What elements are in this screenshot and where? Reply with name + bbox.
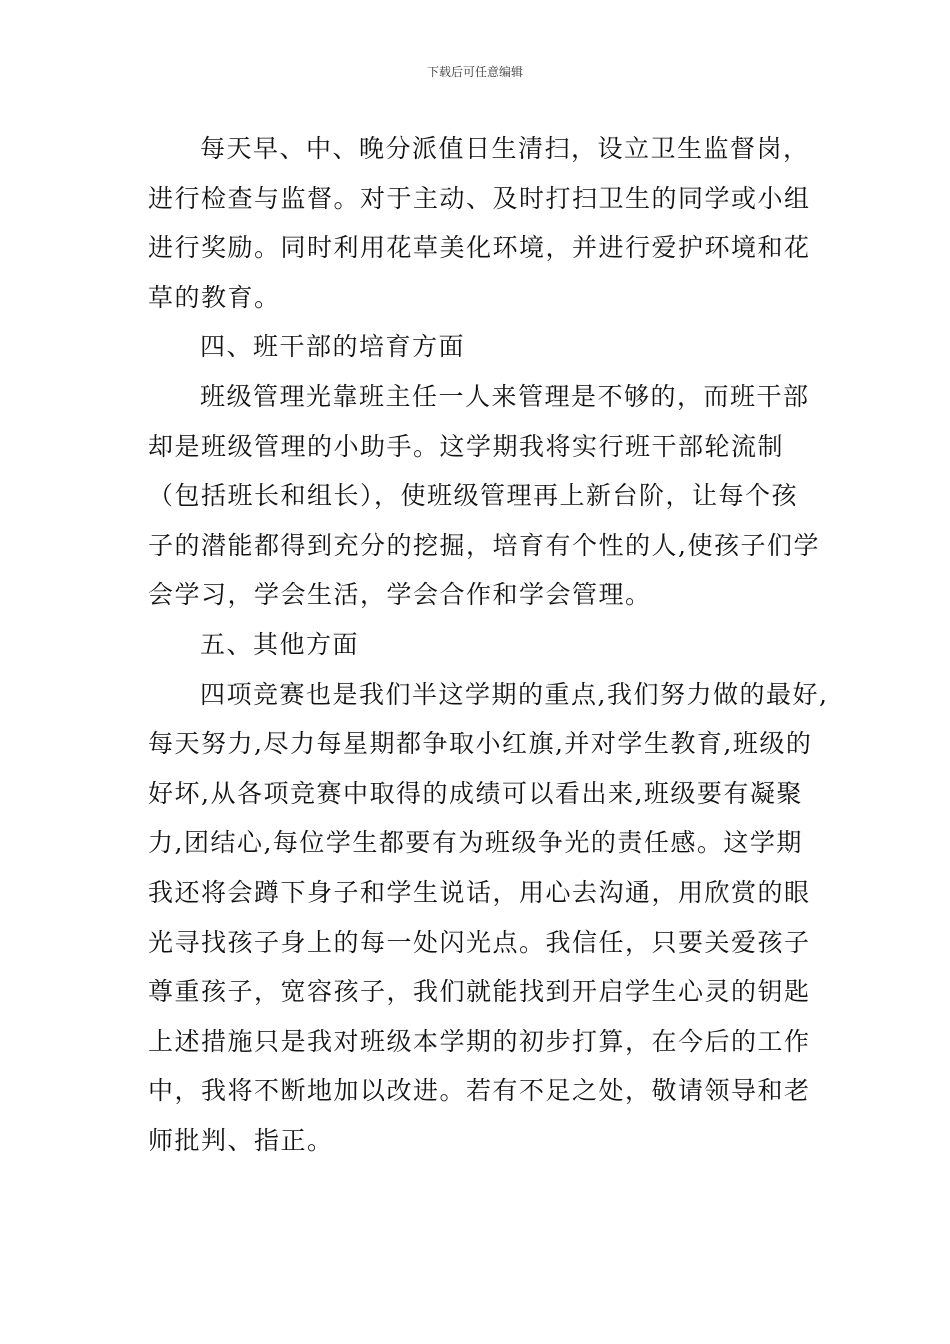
heading-text: 四、班干部的培育方面: [200, 332, 466, 362]
paragraph-class-cadres: [148, 372, 820, 620]
paragraph-other: [148, 670, 829, 1166]
text-line: 力,团结心,每位学生都要有为班级争光的责任感。这学期: [148, 828, 803, 858]
section-heading-4: [148, 322, 810, 372]
text-line: 进行奖励。同时利用花草美化环境，并进行爱护环境和花: [148, 233, 811, 263]
text-line: 尊重孩子，宽容孩子，我们就能找到开启学生心灵的钥匙: [148, 977, 811, 1007]
document-body: [148, 124, 829, 1165]
heading-text: 五、其他方面: [200, 629, 360, 659]
text-line: 进行检查与监督。对于主动、及时打扫卫生的同学或小组: [148, 183, 811, 213]
text-line: （包括班长和组长），使班级管理再上新台阶，让每个孩: [148, 481, 799, 511]
text-line: 每天努力,尽力每星期都争取小红旗,并对学生教育,班级的: [148, 729, 813, 759]
text-line: 中，我将不断地加以改进。若有不足之处，敬请领导和老: [148, 1076, 811, 1106]
text-line: 四项竞赛也是我们半这学期的重点,我们努力做的最好,: [200, 679, 829, 709]
text-line: 师批判、指正。: [148, 1125, 334, 1155]
text-line: 班级管理光靠班主任一人来管理是不够的，而班干部: [200, 381, 810, 411]
text-line: 会学习，学会生活，学会合作和学会管理。: [148, 580, 652, 610]
text-line: 子的潜能都得到充分的挖掘，培育有个性的人,使孩子们学: [148, 530, 820, 560]
text-line: 光寻找孩子身上的每一处闪光点。我信任，只要关爱孩子: [148, 927, 811, 957]
text-line: 好坏,从各项竞赛中取得的成绩可以看出来,班级要有凝聚: [148, 778, 803, 808]
text-line: 却是班级管理的小助手。这学期我将实行班干部轮流制: [148, 431, 785, 461]
text-line: 上述措施只是我对班级本学期的初步打算，在今后的工作: [148, 1026, 811, 1056]
text-line: 每天早、中、晚分派值日生清扫，设立卫生监督岗，: [200, 134, 810, 163]
paragraph-sanitation: [148, 124, 810, 322]
text-line: 草的教育。: [148, 282, 281, 312]
section-heading-5: [148, 620, 810, 670]
text-line: 我还将会蹲下身子和学生说话，用心去沟通，用欣赏的眼: [148, 877, 811, 907]
page-header: 下载后可任意编辑: [426, 65, 523, 79]
